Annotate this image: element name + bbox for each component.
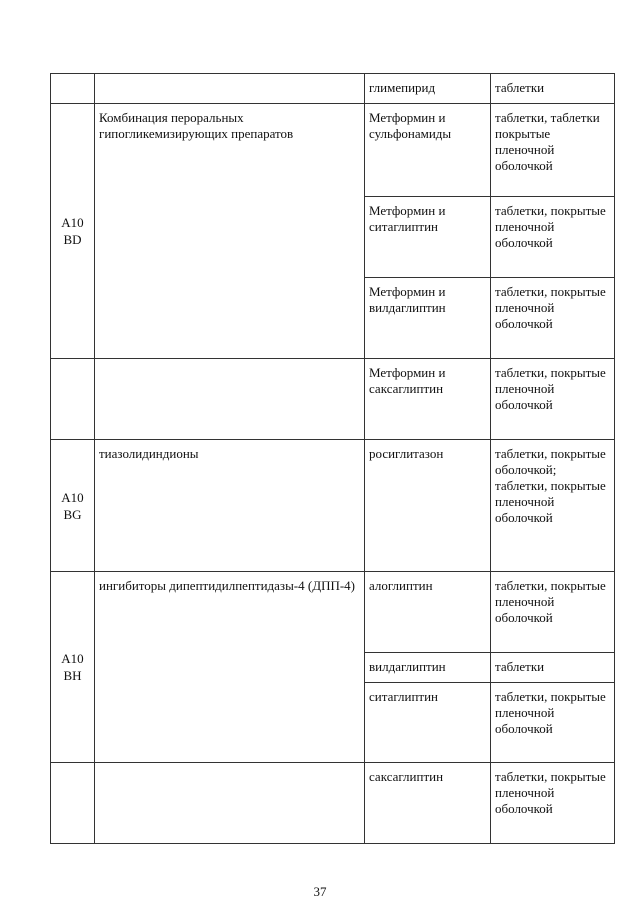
drug-name-cell: росиглитазон xyxy=(365,440,491,572)
atc-code-cell xyxy=(51,440,95,572)
dosage-form-cell: таблетки, покрытые оболочкой; таблетки, покрытые пленочной оболочкой xyxy=(491,440,615,572)
atc-code-line: A10 xyxy=(61,215,84,230)
table-row xyxy=(51,440,615,572)
atc-code-cell xyxy=(51,359,95,440)
table-row xyxy=(51,763,615,844)
dosage-form-cell: таблетки, покрытые пленочной оболочкой xyxy=(491,763,615,844)
page-number: 37 xyxy=(313,884,327,899)
dosage-form-cell: таблетки, таблетки покрытые пленочной оболочкой xyxy=(491,104,615,197)
atc-code-cell xyxy=(51,74,95,104)
drug-name-cell: Метформин и вилдаглиптин xyxy=(365,278,491,359)
atc-code-cell xyxy=(51,104,95,359)
atc-code-cell xyxy=(51,572,95,763)
table-row xyxy=(51,104,615,197)
dosage-form-cell: таблетки, покрытые пленочной оболочкой xyxy=(491,359,615,440)
atc-code-line: A10 xyxy=(61,651,84,666)
group-cell: тиазолидиндионы xyxy=(95,440,365,572)
dosage-form-cell: таблетки, покрытые пленочной оболочкой xyxy=(491,278,615,359)
table-row xyxy=(51,359,615,440)
table-row xyxy=(51,572,615,653)
dosage-form-cell: таблетки, покрытые пленочной оболочкой xyxy=(491,683,615,763)
drug-name-cell: ситаглиптин xyxy=(365,683,491,763)
drug-name-cell: Метформин и саксаглиптин xyxy=(365,359,491,440)
atc-code-cell xyxy=(51,763,95,844)
group-cell: ингибиторы дипептидилпептидазы-4 (ДПП-4) xyxy=(95,572,365,763)
dosage-form-cell: таблетки xyxy=(491,74,615,104)
drug-name-cell: глимепирид xyxy=(365,74,491,104)
atc-code-line: BG xyxy=(63,506,82,522)
group-cell xyxy=(95,74,365,104)
drug-name-cell: алоглиптин xyxy=(365,572,491,653)
group-cell xyxy=(95,359,365,440)
atc-code-line: BD xyxy=(63,232,82,247)
drug-name-cell: саксаглиптин xyxy=(365,763,491,844)
atc-code-line: BH xyxy=(63,668,82,683)
drug-name-cell: вилдаглиптин xyxy=(365,653,491,683)
drug-name-cell: Метформин и сульфонамиды xyxy=(365,104,491,197)
group-cell: Комбинация пероральных гипогликемизирующих препаратов xyxy=(95,104,365,359)
group-cell xyxy=(95,763,365,844)
drug-table xyxy=(50,73,615,844)
drug-name-cell: Метформин и ситаглиптин xyxy=(365,197,491,278)
table-row xyxy=(51,74,615,104)
dosage-form-cell: таблетки xyxy=(491,653,615,683)
atc-code-line: A10 xyxy=(61,489,84,505)
dosage-form-cell: таблетки, покрытые пленочной оболочкой xyxy=(491,572,615,653)
dosage-form-cell: таблетки, покрытые пленочной оболочкой xyxy=(491,197,615,278)
